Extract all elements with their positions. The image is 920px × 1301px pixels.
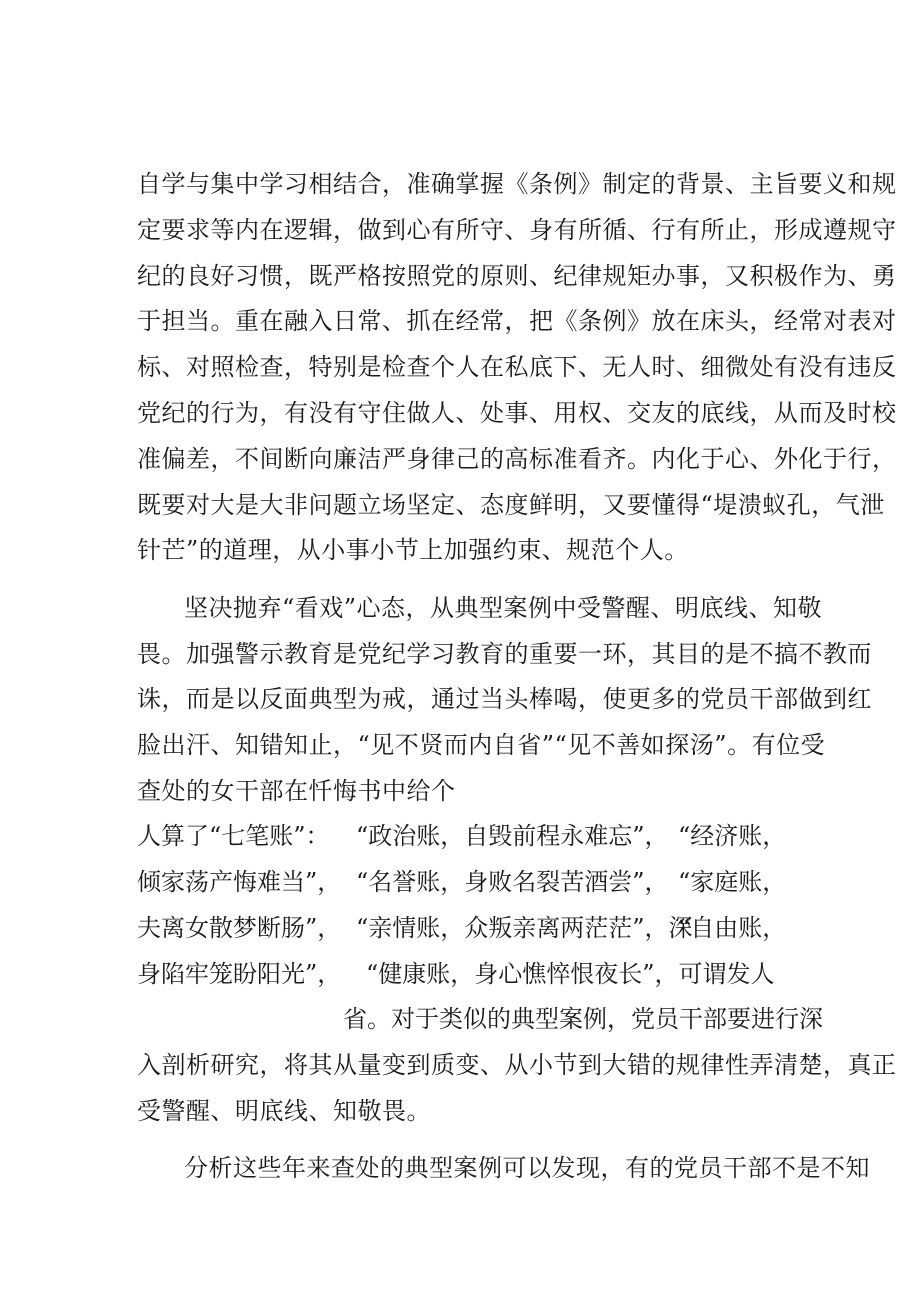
text-line: 入剖析研究，将其从量变到质变、从小节到大错的规律性弄清楚，真正 xyxy=(137,1051,897,1079)
account-cell: “政治账，自毁前程永难忘”， xyxy=(356,822,669,850)
account-cell: “自由账， xyxy=(678,914,787,942)
text-line: 既要对大是大非问题立场坚定、态度鲜明，又要懂得“堤溃蚁孔，气泄 xyxy=(137,491,885,519)
account-cell: “经济账， xyxy=(678,822,787,850)
text-line: 受警醒、明底线、知敬畏。 xyxy=(137,1097,431,1125)
text-line: 标、对照检查，特别是检查个人在私底下、无人时、细微处有没有违反 xyxy=(137,353,897,381)
account-cell: “名誉账，身败名裂苦酒尝”， xyxy=(356,868,669,896)
text-line: 分析这些年来查处的典型案例可以发现，有的党员干部不是不知 xyxy=(184,1154,870,1182)
account-cell: “健康账，身心憔悴恨夜长”，可谓发人 xyxy=(366,960,775,988)
text-line: 省。对于类似的典型案例，党员干部要进行深 xyxy=(343,1005,823,1033)
text-line: 准偏差，不间断向廉洁严身律己的高标准看齐。内化于心、外化于行， xyxy=(137,445,897,473)
text-line: 针芒”的道理，从小事小节上加强约束、规范个人。 xyxy=(137,536,689,564)
text-line: 脸出汗、知错知止，“见不贤而内自省”“见不善如探汤”。有位受 xyxy=(137,731,826,759)
account-cell: 身陷牢笼盼阳光”， xyxy=(137,960,342,988)
text-line: 查处的女干部在忏悔书中给个 xyxy=(137,777,456,805)
account-cell: 人算了“七笔账”： xyxy=(137,822,330,850)
text-line: 于担当。重在融入日常、抓在经常，把《条例》放在床头，经常对表对 xyxy=(137,307,897,335)
text-line: 党纪的行为，有没有守住做人、处事、用权、交友的底线，从而及时校 xyxy=(137,399,897,427)
account-cell: “家庭账， xyxy=(678,868,787,896)
text-line: 定要求等内在逻辑，做到心有所守、身有所循、行有所止，形成遵规守 xyxy=(137,216,897,244)
text-line: 诛，而是以反面典型为戒，通过当头棒喝，使更多的党员干部做到红 xyxy=(137,685,872,713)
account-cell: 倾家荡产悔难当”， xyxy=(137,868,342,896)
text-line: 坚决抛弃“看戏”心态，从典型案例中受警醒、明底线、知敬 xyxy=(184,594,823,622)
account-cell: “亲情账，众叛亲离两茫茫”，深 xyxy=(356,914,693,942)
text-line: 自学与集中学习相结合，准确掌握《条例》制定的背景、主旨要义和规 xyxy=(137,170,897,198)
text-line: 畏。加强警示教育是党纪学习教育的重要一环，其目的是不搞不教而 xyxy=(137,640,872,668)
account-cell: 夫离女散梦断肠”， xyxy=(137,914,342,942)
text-line: 纪的良好习惯，既严格按照党的原则、纪律规矩办事，又积极作为、勇 xyxy=(137,262,897,290)
